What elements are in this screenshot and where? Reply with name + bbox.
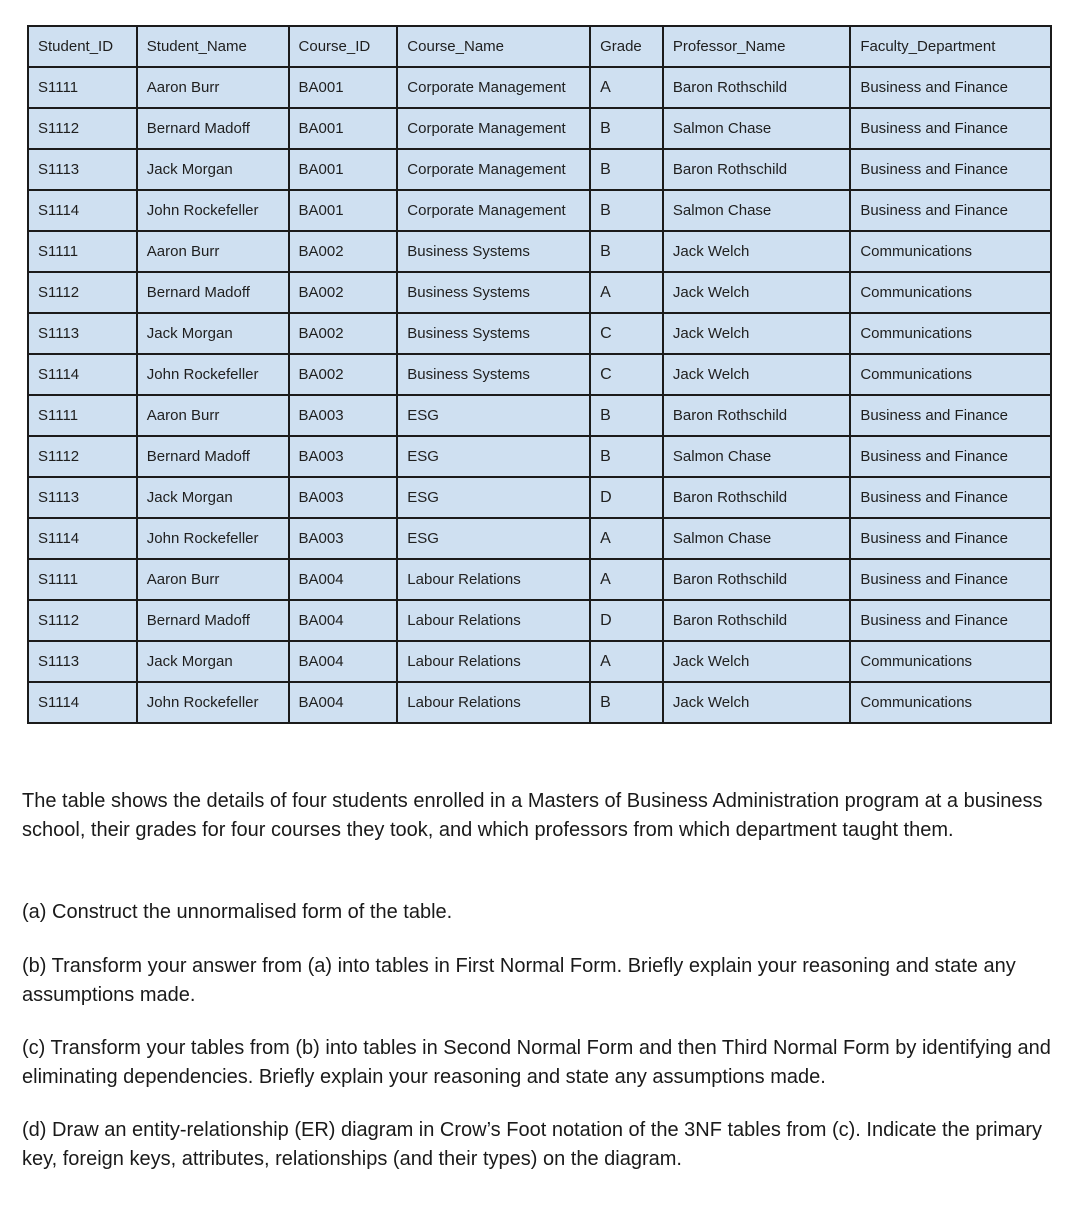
cell-faculty-department: Business and Finance (850, 436, 1051, 477)
cell-student-name: John Rockefeller (137, 354, 289, 395)
cell-course-id: BA002 (289, 354, 398, 395)
cell-student-name: John Rockefeller (137, 518, 289, 559)
cell-course-name: Corporate Management (397, 190, 590, 231)
cell-course-name: ESG (397, 477, 590, 518)
cell-grade: B (590, 231, 663, 272)
cell-faculty-department: Business and Finance (850, 67, 1051, 108)
cell-student-id: S1113 (28, 477, 137, 518)
cell-professor-name: Salmon Chase (663, 190, 850, 231)
cell-student-name: Aaron Burr (137, 67, 289, 108)
cell-course-name: ESG (397, 395, 590, 436)
cell-course-name: Labour Relations (397, 641, 590, 682)
cell-student-id: S1112 (28, 600, 137, 641)
header-course-id: Course_ID (289, 26, 398, 67)
cell-course-name: Business Systems (397, 313, 590, 354)
header-student-name: Student_Name (137, 26, 289, 67)
cell-grade: A (590, 559, 663, 600)
cell-professor-name: Jack Welch (663, 231, 850, 272)
cell-faculty-department: Communications (850, 682, 1051, 723)
cell-course-name: Business Systems (397, 272, 590, 313)
cell-course-id: BA002 (289, 272, 398, 313)
cell-course-id: BA001 (289, 190, 398, 231)
cell-faculty-department: Business and Finance (850, 395, 1051, 436)
cell-faculty-department: Business and Finance (850, 518, 1051, 559)
cell-student-id: S1112 (28, 272, 137, 313)
cell-faculty-department: Business and Finance (850, 559, 1051, 600)
table-row (28, 149, 1051, 190)
table-body (28, 67, 1051, 723)
question-d: (d) Draw an entity-relationship (ER) diagram in Crow’s Foot notation of the 3NF tables from (c). Indicate the primary key, foreign keys, attributes, relationships (and their types) on the diagram. (22, 1119, 1043, 1170)
cell-grade: B (590, 190, 663, 231)
cell-grade: A (590, 641, 663, 682)
cell-student-id: S1114 (28, 518, 137, 559)
cell-student-id: S1111 (28, 67, 137, 108)
cell-course-id: BA003 (289, 395, 398, 436)
table-row (28, 477, 1051, 518)
table-row (28, 272, 1051, 313)
cell-student-id: S1113 (28, 641, 137, 682)
cell-course-id: BA001 (289, 67, 398, 108)
cell-professor-name: Baron Rothschild (663, 477, 850, 518)
table-row (28, 354, 1051, 395)
header-faculty-department: Faculty_Department (850, 26, 1051, 67)
cell-student-name: Aaron Burr (137, 395, 289, 436)
cell-course-id: BA004 (289, 559, 398, 600)
cell-course-id: BA001 (289, 149, 398, 190)
cell-grade: B (590, 682, 663, 723)
cell-faculty-department: Communications (850, 231, 1051, 272)
cell-grade: D (590, 600, 663, 641)
cell-professor-name: Baron Rothschild (663, 67, 850, 108)
cell-professor-name: Salmon Chase (663, 436, 850, 477)
cell-professor-name: Salmon Chase (663, 108, 850, 149)
cell-faculty-department: Business and Finance (850, 149, 1051, 190)
header-course-name: Course_Name (397, 26, 590, 67)
cell-professor-name: Jack Welch (663, 682, 850, 723)
header-professor-name: Professor_Name (663, 26, 850, 67)
table-row (28, 190, 1051, 231)
cell-course-id: BA004 (289, 641, 398, 682)
cell-student-name: Jack Morgan (137, 149, 289, 190)
cell-professor-name: Baron Rothschild (663, 149, 850, 190)
cell-course-name: Labour Relations (397, 682, 590, 723)
cell-grade: A (590, 272, 663, 313)
cell-student-name: Bernard Madoff (137, 272, 289, 313)
cell-faculty-department: Communications (850, 313, 1051, 354)
cell-student-name: Jack Morgan (137, 641, 289, 682)
table-row (28, 436, 1051, 477)
cell-grade: B (590, 436, 663, 477)
cell-student-name: Aaron Burr (137, 559, 289, 600)
cell-professor-name: Jack Welch (663, 272, 850, 313)
cell-course-name: Business Systems (397, 231, 590, 272)
cell-grade: C (590, 354, 663, 395)
table-row (28, 641, 1051, 682)
cell-course-id: BA003 (289, 518, 398, 559)
cell-faculty-department: Business and Finance (850, 600, 1051, 641)
question-a: (a) Construct the unnormalised form of the table. (22, 901, 453, 923)
cell-professor-name: Jack Welch (663, 354, 850, 395)
cell-student-id: S1114 (28, 682, 137, 723)
cell-professor-name: Jack Welch (663, 313, 850, 354)
cell-student-name: Aaron Burr (137, 231, 289, 272)
table-row (28, 313, 1051, 354)
table-row (28, 600, 1051, 641)
intro-paragraph: The table shows the details of four students enrolled in a Masters of Business Administration program at a business school, their grades for four courses they took, and which professors from which department taught them. (22, 790, 1043, 841)
cell-student-name: Bernard Madoff (137, 600, 289, 641)
cell-course-id: BA002 (289, 231, 398, 272)
cell-student-name: Bernard Madoff (137, 108, 289, 149)
cell-student-name: Jack Morgan (137, 477, 289, 518)
cell-grade: A (590, 67, 663, 108)
table-header-row (28, 26, 1051, 67)
cell-course-id: BA002 (289, 313, 398, 354)
cell-faculty-department: Communications (850, 354, 1051, 395)
cell-faculty-department: Business and Finance (850, 108, 1051, 149)
table-row (28, 231, 1051, 272)
cell-course-name: Labour Relations (397, 559, 590, 600)
table-row (28, 559, 1051, 600)
cell-student-name: John Rockefeller (137, 682, 289, 723)
cell-grade: C (590, 313, 663, 354)
cell-faculty-department: Communications (850, 641, 1051, 682)
question-c: (c) Transform your tables from (b) into tables in Second Normal Form and then Third Normal Form by identifying and eliminating dependencies. Briefly explain your reasoning and state any assumptions made. (22, 1037, 1051, 1088)
cell-faculty-department: Communications (850, 272, 1051, 313)
cell-course-name: Labour Relations (397, 600, 590, 641)
cell-professor-name: Baron Rothschild (663, 395, 850, 436)
cell-student-id: S1111 (28, 395, 137, 436)
cell-professor-name: Salmon Chase (663, 518, 850, 559)
cell-course-id: BA003 (289, 477, 398, 518)
cell-student-id: S1111 (28, 231, 137, 272)
cell-course-id: BA004 (289, 682, 398, 723)
cell-course-name: ESG (397, 518, 590, 559)
cell-course-name: Business Systems (397, 354, 590, 395)
cell-faculty-department: Business and Finance (850, 477, 1051, 518)
cell-student-name: Jack Morgan (137, 313, 289, 354)
header-student-id: Student_ID (28, 26, 137, 67)
cell-student-id: S1111 (28, 559, 137, 600)
cell-course-id: BA004 (289, 600, 398, 641)
cell-student-id: S1114 (28, 354, 137, 395)
cell-student-id: S1112 (28, 436, 137, 477)
question-b: (b) Transform your answer from (a) into tables in First Normal Form. Briefly explain your reasoning and state any assumptions made. (22, 955, 1016, 1006)
table-row (28, 682, 1051, 723)
header-grade: Grade (590, 26, 663, 67)
cell-student-id: S1112 (28, 108, 137, 149)
cell-student-id: S1113 (28, 313, 137, 354)
cell-grade: B (590, 149, 663, 190)
cell-grade: A (590, 518, 663, 559)
cell-grade: B (590, 108, 663, 149)
cell-course-id: BA003 (289, 436, 398, 477)
cell-course-name: Corporate Management (397, 67, 590, 108)
cell-course-name: Corporate Management (397, 108, 590, 149)
cell-student-id: S1114 (28, 190, 137, 231)
cell-professor-name: Baron Rothschild (663, 600, 850, 641)
cell-course-name: ESG (397, 436, 590, 477)
cell-student-id: S1113 (28, 149, 137, 190)
table-row (28, 518, 1051, 559)
cell-professor-name: Baron Rothschild (663, 559, 850, 600)
table-row (28, 395, 1051, 436)
cell-student-name: John Rockefeller (137, 190, 289, 231)
table-row (28, 67, 1051, 108)
cell-grade: B (590, 395, 663, 436)
cell-faculty-department: Business and Finance (850, 190, 1051, 231)
table-row (28, 108, 1051, 149)
cell-grade: D (590, 477, 663, 518)
cell-student-name: Bernard Madoff (137, 436, 289, 477)
cell-course-id: BA001 (289, 108, 398, 149)
cell-course-name: Corporate Management (397, 149, 590, 190)
cell-professor-name: Jack Welch (663, 641, 850, 682)
student-grades-table (27, 25, 1052, 724)
